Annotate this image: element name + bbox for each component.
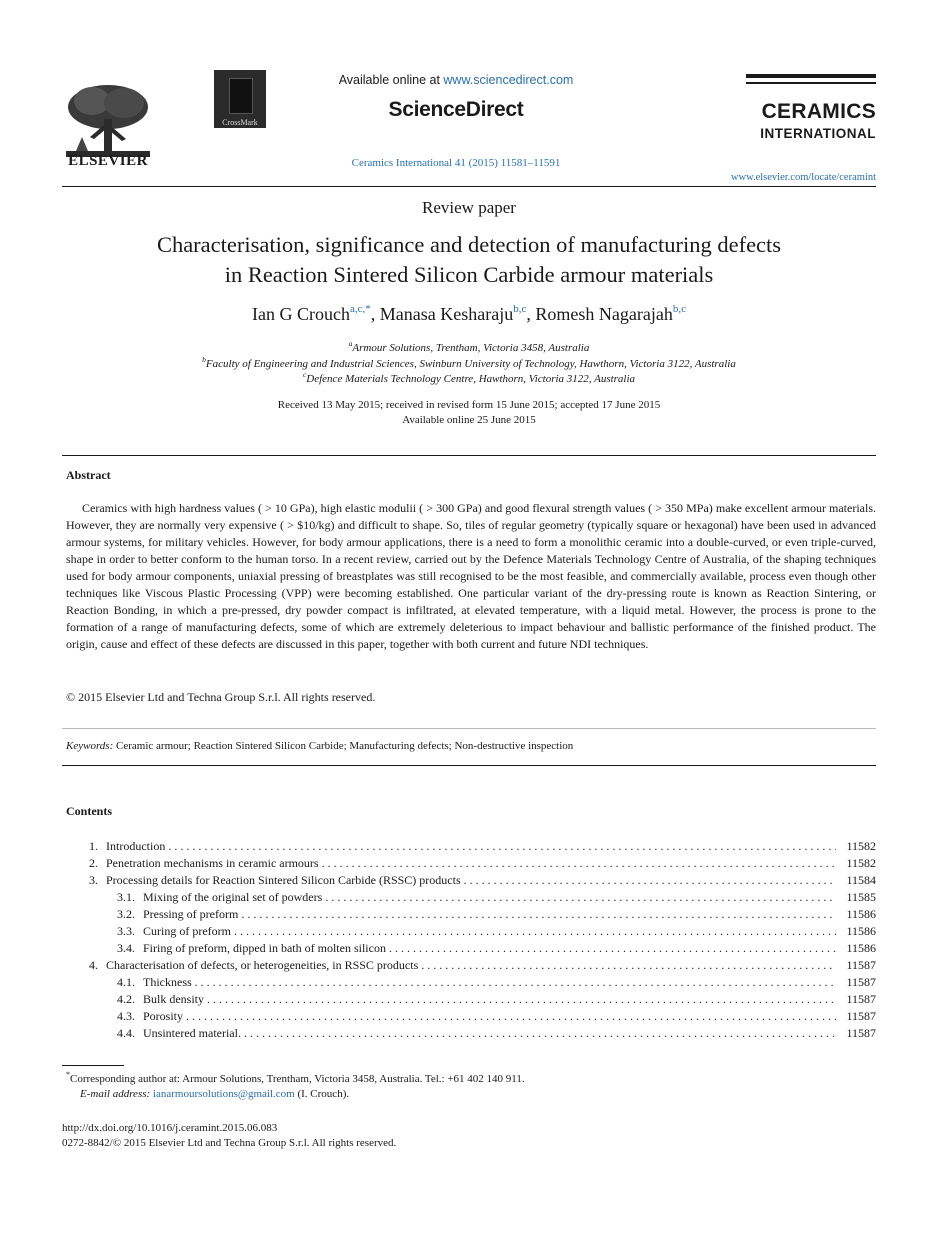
- affiliation-mark: b: [202, 354, 206, 364]
- toc-page-number: 11587: [846, 1009, 876, 1023]
- toc-page-number: 11584: [846, 873, 876, 887]
- affiliation-line: [62, 354, 876, 373]
- journal-citation[interactable]: Ceramics International 41 (2015) 11581–11591: [351, 157, 561, 169]
- title-line-2: in Reaction Sintered Silicon Carbide armour materials: [224, 262, 714, 287]
- journal-rule-thick: [746, 74, 876, 78]
- available-online-date: Available online 25 June 2015: [402, 414, 536, 426]
- journal-rule-thin: [746, 82, 876, 84]
- toc-leader-dots: [192, 974, 836, 991]
- toc-page-number: 11587: [846, 1026, 876, 1040]
- keywords-top-rule: [62, 728, 876, 729]
- email-note: [80, 1088, 349, 1100]
- toc-page-number: 11585: [846, 890, 876, 904]
- keywords-label: Keywords:: [66, 740, 114, 752]
- corresponding-text: Corresponding author at: Armour Solutions, Trentham, Victoria 3458, Australia. Tel.: +61 402 140 911.: [70, 1073, 525, 1085]
- author-affiliation-marks[interactable]: b,c: [672, 303, 686, 315]
- journal-homepage-link[interactable]: www.elsevier.com/locate/ceramint: [730, 172, 876, 183]
- toc-number: 4.1.: [117, 975, 135, 989]
- toc-number: 4.4.: [117, 1026, 135, 1040]
- toc-leader-dots: [241, 1025, 836, 1042]
- toc-page-number: 11582: [846, 856, 876, 870]
- toc-title[interactable]: Firing of preform, dipped in bath of molten silicon: [143, 941, 386, 955]
- author-name[interactable]: Romesh Nagarajah: [535, 304, 673, 324]
- affiliation-text: Armour Solutions, Trentham, Victoria 3458, Australia: [352, 342, 590, 354]
- publisher-name: ELSEVIER: [68, 153, 148, 169]
- toc-number: 4.2.: [117, 992, 135, 1006]
- abstract-heading: Abstract: [66, 468, 111, 482]
- toc-leader-dots: [386, 940, 836, 957]
- toc-title[interactable]: Penetration mechanisms in ceramic armours: [106, 856, 319, 870]
- toc-leader-dots: [204, 991, 836, 1008]
- sciencedirect-link[interactable]: www.sciencedirect.com: [443, 73, 574, 87]
- keywords-text: Ceramic armour; Reaction Sintered Silicon Carbide; Manufacturing defects; Non-destructive inspection: [113, 740, 574, 752]
- email-label: E-mail address:: [80, 1088, 151, 1100]
- toc-number: 4.3.: [117, 1009, 135, 1023]
- toc-leader-dots: [165, 838, 836, 855]
- abstract-body: [66, 500, 876, 653]
- received-dates: Received 13 May 2015; received in revised form 15 June 2015; accepted 17 June 2015: [277, 399, 661, 411]
- toc-leader-dots: [183, 1008, 836, 1025]
- toc-entry[interactable]: [66, 889, 876, 906]
- available-online-line: [296, 73, 616, 87]
- email-link[interactable]: ianarmoursolutions@gmail.com: [152, 1088, 295, 1100]
- toc-title[interactable]: Mixing of the original set of powders: [143, 890, 323, 904]
- toc-entry[interactable]: [66, 1025, 876, 1042]
- footnote-rule: [62, 1065, 124, 1066]
- toc-leader-dots: [319, 855, 836, 872]
- toc-title[interactable]: Bulk density: [143, 992, 205, 1006]
- toc-leader-dots: [418, 957, 836, 974]
- affiliation-line: [62, 372, 876, 388]
- toc-number: 3.1.: [117, 890, 135, 904]
- toc-leader-dots: [238, 906, 836, 923]
- platform-name: ScienceDirect: [388, 98, 524, 121]
- toc-title[interactable]: Curing of preform: [143, 924, 231, 938]
- toc-number: 3.: [89, 873, 98, 887]
- toc-number: 3.3.: [117, 924, 135, 938]
- contents-heading: Contents: [66, 804, 113, 818]
- doi-link[interactable]: http://dx.doi.org/10.1016/j.ceramint.2015.06.083: [62, 1122, 278, 1134]
- toc-leader-dots: [231, 923, 836, 940]
- toc-number: 3.2.: [117, 907, 135, 921]
- abstract-copyright: © 2015 Elsevier Ltd and Techna Group S.r.l. All rights reserved.: [66, 690, 376, 704]
- toc-title[interactable]: Pressing of preform: [143, 907, 239, 921]
- toc-leader-dots: [322, 889, 836, 906]
- toc-entry[interactable]: [66, 974, 876, 991]
- corresponding-author-note: [66, 1070, 525, 1085]
- crossmark-label: CrossMark: [222, 118, 258, 127]
- toc-title[interactable]: Porosity: [143, 1009, 184, 1023]
- toc-entry[interactable]: [66, 957, 876, 974]
- toc-number: 2.: [89, 856, 98, 870]
- toc-page-number: 11586: [846, 924, 876, 938]
- toc-title[interactable]: Introduction: [106, 839, 166, 853]
- table-of-contents: [66, 838, 876, 1042]
- affiliation-mark: c: [302, 370, 307, 379]
- abstract-text: Ceramics with high hardness values ( > 10 GPa), high elastic modulii ( > 300 GPa) and good flexural strength values ( > 350 MPa) make excellent armour materials. However, they are normally very expensive ( > $10/kg) and difficult to shape. So, tiles of regular geometry (typically square or hexagonal) have been used in advanced armour systems, for military vehicles. However, for body armour applications, there is a need to form a monolithic ceramic into a double-curved, or even triple-curved, shape in order to better conform to the human torso. In a recent review, carried out by the Defence Materials Technology Centre of Australia, of the shaping techniques used for body armour components, uniaxial pressing of breastplates was still recognised to be the most feasible, and commercially available, process even though other techniques like Viscous Plastic Processing (VPP) were becoming established. One particular variant of the dry-pressing route is known as Reaction Sintering, or Reaction Bonding, in which a pre-pressed, dry powder compact is infiltrated, at elevated temperature, with a liquid metal. However, the process is prone to the formation of a range of manufacturing defects, some of which are extremely deleterious to impact behaviour and ballistic performance of the finished product. The origin, cause and effect of these defects are discussed in this paper, together with both current and future NDI techniques.: [66, 501, 876, 651]
- toc-entry[interactable]: [66, 855, 876, 872]
- abstract-top-rule: [62, 455, 876, 456]
- toc-page-number: 11582: [846, 839, 876, 853]
- toc-entry[interactable]: [66, 1008, 876, 1025]
- toc-page-number: 11587: [846, 958, 876, 972]
- available-online-prefix: Available online at: [338, 73, 444, 87]
- toc-page-number: 11586: [846, 907, 876, 921]
- issn-copyright: 0272-8842/© 2015 Elsevier Ltd and Techna Group S.r.l. All rights reserved.: [62, 1137, 397, 1149]
- affiliation-text: Defence Materials Technology Centre, Hawthorn, Victoria 3122, Australia: [306, 373, 636, 385]
- author-affiliation-marks[interactable]: b,c: [513, 303, 527, 315]
- article-title: [80, 230, 858, 290]
- journal-name-line2: INTERNATIONAL: [760, 126, 876, 141]
- toc-title[interactable]: Processing details for Reaction Sintered Silicon Carbide (RSSC) products: [106, 873, 461, 887]
- keywords: [66, 740, 573, 752]
- toc-number: 1.: [89, 839, 98, 853]
- author-separator: ,: [526, 304, 536, 324]
- author-separator: ,: [370, 304, 380, 324]
- author-name[interactable]: Ian G Crouch: [252, 304, 351, 324]
- journal-name-line1: CERAMICS: [761, 100, 876, 123]
- toc-number: 4.: [89, 958, 98, 972]
- author-affiliation-marks[interactable]: a,c,*: [350, 303, 371, 315]
- toc-page-number: 11587: [846, 992, 876, 1006]
- toc-entry[interactable]: [66, 838, 876, 855]
- toc-page-number: 11587: [846, 975, 876, 989]
- author-list: [62, 304, 876, 325]
- toc-entry[interactable]: [66, 991, 876, 1008]
- crossmark-icon: [229, 78, 253, 114]
- corresponding-mark: *: [66, 1070, 70, 1079]
- keywords-bottom-rule: [62, 765, 876, 766]
- header-divider: [62, 186, 876, 187]
- title-line-1: Characterisation, significance and detection of manufacturing defects: [156, 232, 782, 257]
- toc-entry[interactable]: [66, 940, 876, 957]
- toc-entry[interactable]: [66, 923, 876, 940]
- affiliation-text: Faculty of Engineering and Industrial Sciences, Swinburn University of Technology, Hawthorn, Victoria 3122, Australia: [205, 357, 736, 370]
- toc-leader-dots: [461, 872, 836, 889]
- affiliations: [62, 341, 876, 388]
- affiliation-mark: a: [348, 339, 353, 348]
- toc-number: 3.4.: [117, 941, 135, 955]
- author-name[interactable]: Manasa Kesharaju: [379, 304, 514, 324]
- toc-title[interactable]: Unsintered material.: [143, 1026, 241, 1040]
- article-dates: [62, 398, 876, 428]
- affiliation-line: [62, 341, 876, 357]
- toc-entry[interactable]: [66, 872, 876, 889]
- toc-title[interactable]: Thickness: [143, 975, 192, 989]
- toc-page-number: 11586: [846, 941, 876, 955]
- toc-title[interactable]: Characterisation of defects, or heterogeneities, in RSSC products: [106, 958, 419, 972]
- email-suffix: (I. Crouch).: [294, 1088, 350, 1100]
- article-type: Review paper: [422, 198, 516, 217]
- toc-entry[interactable]: [66, 906, 876, 923]
